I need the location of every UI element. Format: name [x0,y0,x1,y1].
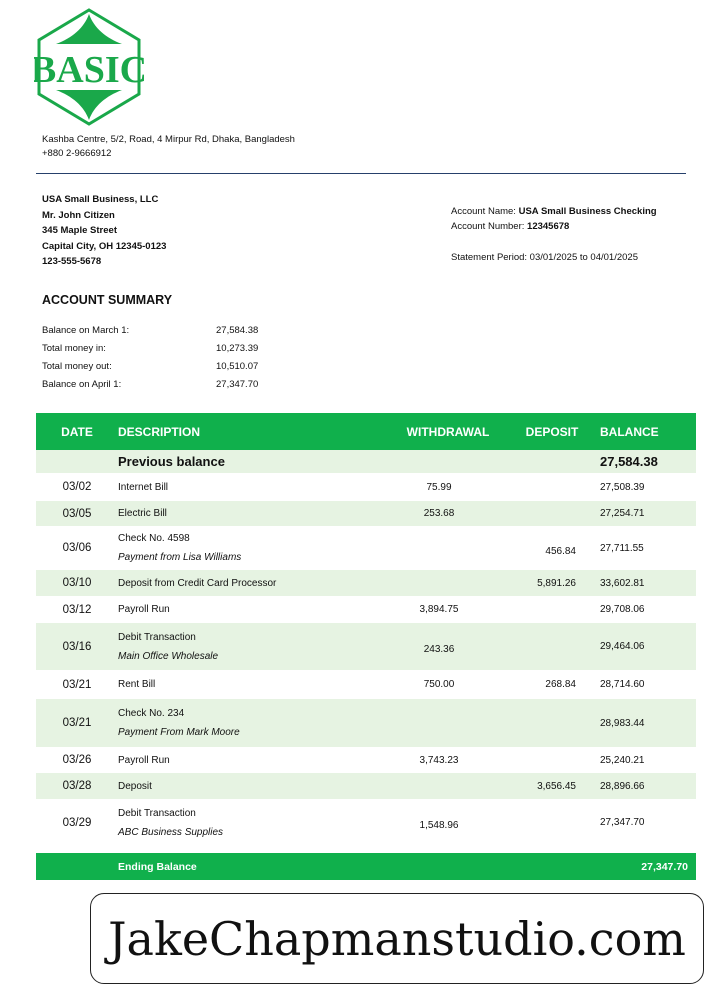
row-description-main: Check No. 4598 [118,533,190,544]
header-deposit: DEPOSIT [514,413,590,450]
header-divider [36,173,686,174]
ending-deposit-cell [514,853,590,880]
account-number-line [451,219,657,234]
row-deposit [514,596,590,623]
header-withdrawal: WITHDRAWAL [382,413,514,450]
account-number-label: Account Number: [451,221,525,232]
row-withdrawal: 253.68 [382,501,514,526]
row-deposit: 3,656.45 [514,773,590,799]
row-description-main: Deposit from Credit Card Processor [118,577,277,589]
row-description [118,473,382,501]
previous-deposit-cell [514,450,590,473]
summary-row [42,322,276,340]
watermark-text: JakeChapmanstudio.com [108,911,686,966]
table-row [36,747,696,773]
account-name-value: USA Small Business Checking [518,206,657,217]
summary-row [42,376,276,394]
header-date: DATE [36,413,118,450]
row-balance: 27,254.71 [590,501,696,526]
row-description-main: Internet Bill [118,481,169,493]
watermark-banner [90,893,704,984]
header-balance: BALANCE [590,413,696,450]
row-withdrawal: 1,548.96 [419,820,459,831]
summary-row [42,340,276,358]
row-deposit: 456.84 [545,545,576,557]
account-name-line [451,204,657,219]
row-deposit [514,699,590,747]
table-row [36,501,696,526]
previous-balance-row [36,450,696,473]
row-date: 03/10 [36,570,118,596]
row-description-main: Debit Transaction [118,807,196,819]
row-deposit: 268.84 [545,679,576,690]
row-balance: 27,347.70 [600,817,645,828]
row-description [118,570,382,596]
previous-withdrawal-cell [382,450,514,473]
table-row [36,773,696,799]
row-description [118,773,382,799]
ending-balance-row [36,853,696,880]
account-summary-title: ACCOUNT SUMMARY [42,293,173,307]
row-withdrawal: 243.36 [382,623,514,670]
row-balance: 33,602.81 [590,570,696,596]
row-date: 03/21 [36,699,118,747]
row-date: 03/05 [36,501,118,526]
ending-date-cell [36,853,118,880]
row-description-main: Rent Bill [118,679,156,690]
account-summary [42,322,276,394]
bank-address-block [42,133,295,161]
summary-value: 10,273.39 [216,343,259,354]
table-spacer [36,846,696,853]
row-date: 03/06 [62,542,92,554]
row-date: 03/28 [36,773,118,799]
summary-label: Total money in: [42,343,106,354]
table-row [36,526,696,570]
table-row [36,799,696,846]
row-balance: 25,240.21 [600,754,645,766]
previous-date-cell [36,450,118,473]
bank-phone: +880 2-9666912 [42,148,112,159]
ending-balance-value: 27,347.70 [590,853,696,880]
row-date: 03/29 [62,816,92,829]
row-withdrawal [382,526,514,570]
basic-logo-icon [34,8,144,126]
row-balance: 27,711.55 [600,542,644,554]
customer-company: USA Small Business, LLC [42,194,159,205]
row-description [118,699,382,747]
row-description-main: Payroll Run [118,754,170,766]
transactions-table [36,413,696,880]
customer-street: 345 Maple Street [42,225,117,236]
summary-row [42,358,276,376]
account-name-label: Account Name: [451,206,516,217]
table-row [36,699,696,747]
summary-value: 10,510.07 [216,361,259,372]
row-balance: 27,508.39 [600,481,645,493]
table-row [36,623,696,670]
customer-city: Capital City, OH 12345-0123 [42,240,167,252]
summary-label: Balance on April 1: [42,379,122,390]
row-balance: 28,983.44 [590,699,696,747]
row-description [118,747,382,773]
row-withdrawal: 3,894.75 [419,604,459,615]
table-row [36,473,696,501]
row-balance: 29,708.06 [600,604,645,615]
table-header-row [36,413,696,450]
summary-label: Balance on March 1: [42,325,130,336]
customer-name: Mr. John Citizen [42,209,115,221]
previous-balance-label: Previous balance [118,450,382,473]
row-withdrawal: 75.99 [426,481,452,493]
row-description-sub: ABC Business Supplies [118,826,224,838]
row-description [118,799,382,846]
row-description-main: Deposit [118,780,152,792]
row-description-main: Electric Bill [118,508,167,519]
row-balance: 28,714.60 [600,679,645,690]
ending-balance-label: Ending Balance [118,853,382,880]
summary-value: 27,347.70 [216,379,259,390]
row-deposit [514,799,590,846]
table-row [36,570,696,596]
row-description-sub: Payment From Mark Moore [118,727,240,738]
row-balance: 29,464.06 [590,623,696,670]
row-description [118,596,382,623]
statement-period: Statement Period: 03/01/2025 to 04/01/2025 [451,252,638,263]
customer-address-block [42,192,166,270]
row-description-main: Payroll Run [118,604,170,615]
bank-logo [34,8,144,126]
customer-phone: 123-555-5678 [42,256,102,267]
row-withdrawal: 750.00 [423,679,455,690]
row-withdrawal [382,773,514,799]
account-number-value: 12345678 [527,221,570,232]
row-deposit [514,473,590,501]
ending-withdrawal-cell [382,853,514,880]
table-row [36,596,696,623]
row-date: 03/21 [62,678,92,691]
row-description-sub: Main Office Wholesale [118,650,219,662]
row-deposit [514,623,590,670]
summary-value: 27,584.38 [216,325,259,336]
row-deposit [514,501,590,526]
summary-label: Total money out: [42,361,112,372]
row-description-sub: Payment from Lisa Williams [118,552,242,563]
logo-text: BASIC [34,49,144,91]
row-description [118,526,382,570]
row-description-main: Check No. 234 [118,708,185,719]
row-date: 03/26 [62,754,92,766]
table-row [36,670,696,699]
header-description: DESCRIPTION [118,413,382,450]
previous-balance-value: 27,584.38 [590,450,696,473]
bank-address: Kashba Centre, 5/2, Road, 4 Mirpur Rd, Dhaka, Bangladesh [42,134,295,145]
row-description [118,501,382,526]
row-withdrawal: 3,743.23 [419,754,459,766]
row-date: 03/02 [62,481,92,493]
row-date: 03/12 [62,603,92,616]
row-deposit: 5,891.26 [514,570,590,596]
row-date: 03/16 [36,623,118,670]
row-description-main: Debit Transaction [118,631,196,643]
row-balance: 28,896.66 [590,773,696,799]
row-description [118,623,382,670]
account-info-block [451,204,657,265]
row-withdrawal [382,699,514,747]
row-deposit [514,747,590,773]
row-description [118,670,382,699]
row-withdrawal [382,570,514,596]
